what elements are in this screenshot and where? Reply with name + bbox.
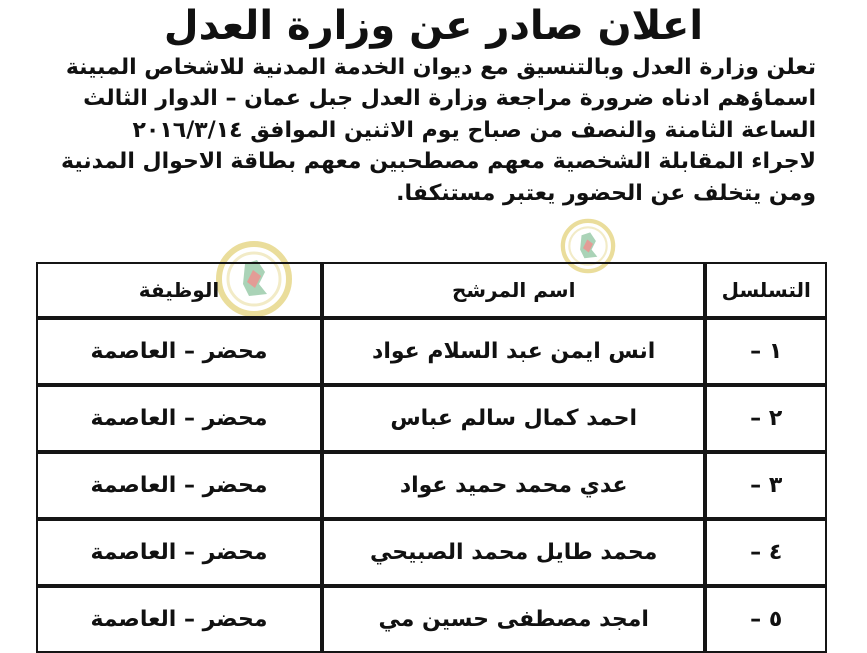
- body-line: ومن يتخلف عن الحضور يعتبر مستنكفا.: [396, 180, 816, 206]
- cell-sequence: ٢ –: [705, 385, 827, 452]
- cell-sequence: ٣ –: [705, 452, 827, 519]
- body-line: الساعة الثامنة والنصف من صباح يوم الاثنين الموافق ٢٠١٦/٣/١٤: [132, 117, 816, 143]
- table-row: [36, 452, 827, 519]
- body-line: اسماؤهم ادناه ضرورة مراجعة وزارة العدل جبل عمان – الدوار الثالث: [83, 86, 816, 112]
- cell-sequence: ٤ –: [705, 519, 827, 586]
- cell-candidate-name: انس ايمن عبد السلام عواد: [322, 318, 706, 385]
- body-line: لاجراء المقابلة الشخصية معهم مصطحبين معهم بطاقة الاحوال المدنية: [61, 149, 816, 175]
- table-header-row: [36, 262, 827, 318]
- table-row: [36, 586, 827, 653]
- header-sequence: التسلسل: [705, 262, 827, 318]
- cell-candidate-name: امجد مصطفى حسين مي: [322, 586, 706, 653]
- candidates-table: [36, 262, 827, 653]
- cell-sequence: ١ –: [705, 318, 827, 385]
- cell-candidate-name: احمد كمال سالم عباس: [322, 385, 706, 452]
- cell-job: محضر – العاصمة: [36, 452, 322, 519]
- body-line: تعلن وزارة العدل وبالتنسيق مع ديوان الخدمة المدنية للاشخاص المبينة: [65, 55, 816, 80]
- cell-job: محضر – العاصمة: [36, 318, 322, 385]
- cell-job: محضر – العاصمة: [36, 586, 322, 653]
- table-row: [36, 318, 827, 385]
- cell-job: محضر – العاصمة: [36, 519, 322, 586]
- header-candidate-name: اسم المرشح: [322, 262, 706, 318]
- announcement-body: [38, 52, 816, 209]
- cell-candidate-name: محمد طايل محمد الصبيحي: [322, 519, 706, 586]
- table-row: [36, 385, 827, 452]
- cell-job: محضر – العاصمة: [36, 385, 322, 452]
- header-job: الوظيفة: [36, 262, 322, 318]
- table-row: [36, 519, 827, 586]
- cell-sequence: ٥ –: [705, 586, 827, 653]
- page-title: اعلان صادر عن وزارة العدل: [163, 3, 704, 49]
- cell-candidate-name: عدي محمد حميد عواد: [322, 452, 706, 519]
